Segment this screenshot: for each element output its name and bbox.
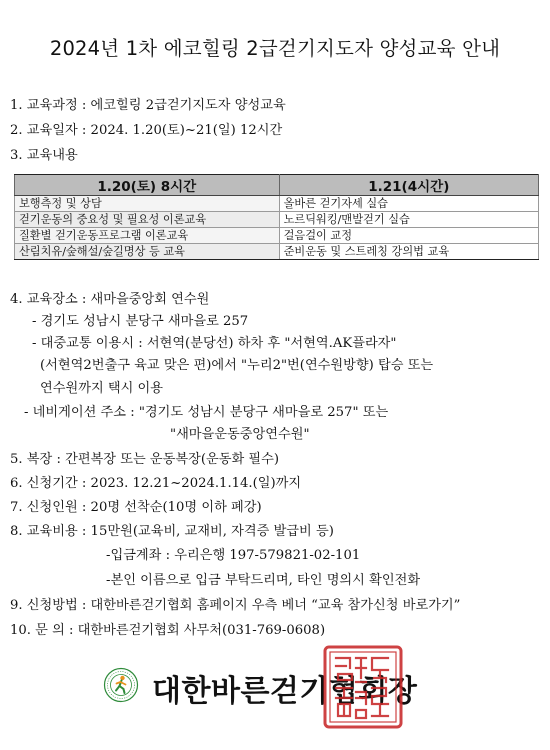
location-navi-cont: "새마을운동중앙연수원" xyxy=(170,427,310,442)
item-date: 2. 교육일자 : 2024. 1.20(토)~21(일) 12시간 xyxy=(10,123,283,138)
item-fee: 8. 교육비용 : 15만원(교육비, 교재비, 자격증 발급비 등) xyxy=(10,524,334,539)
item-capacity: 7. 신청인원 : 20명 선착순(10명 이하 폐강) xyxy=(10,500,262,515)
fee-account: -입금계좌 : 우리은행 197-579821-02-101 xyxy=(106,548,361,563)
schedule-table xyxy=(14,174,539,260)
location-transit-cont: (서현역2번출구 육교 맞은 편)에서 "누리2"번(연수원방향) 탑승 또는 xyxy=(40,358,434,373)
item-course: 1. 교육과정 : 에코힐링 2급걷기지도자 양성교육 xyxy=(10,98,286,113)
location-transit-cont: 연수원까지 택시 이용 xyxy=(40,381,164,396)
schedule-cell: 노르딕워킹/맨발걷기 실습 xyxy=(279,212,538,228)
location-address: - 경기도 성남시 분당구 새마을로 257 xyxy=(32,314,249,329)
schedule-cell: 올바른 걷기자세 실습 xyxy=(279,196,538,212)
schedule-header-row xyxy=(15,175,539,196)
table-row xyxy=(15,228,539,244)
schedule-cell: 걷기운동의 중요성 및 필요성 이론교육 xyxy=(15,212,280,228)
location-navi: - 네비게이션 주소 : "경기도 성남시 분당구 새마을로 257" 또는 xyxy=(24,405,389,420)
schedule-cell: 산림치유/숲해설/숲길명상 등 교육 xyxy=(15,244,280,260)
location-transit: - 대중교통 이용시 : 서현역(분당선) 하차 후 "서현역.AK플라자" xyxy=(32,336,397,351)
schedule-cell: 준비운동 및 스트레칭 강의법 교육 xyxy=(279,244,538,260)
table-row xyxy=(15,196,539,212)
table-row xyxy=(15,212,539,228)
official-seal-stamp-icon xyxy=(322,644,404,730)
item-dress: 5. 복장 : 간편복장 또는 운동복장(운동화 필수) xyxy=(10,452,280,467)
schedule-header-day2: 1.21(4시간) xyxy=(279,175,538,196)
item-period: 6. 신청기간 : 2023. 12.21~2024.1.14.(일)까지 xyxy=(10,476,302,491)
schedule-cell: 질환별 걷기운동프로그램 이론교육 xyxy=(15,228,280,244)
item-content-heading: 3. 교육내용 xyxy=(10,148,78,163)
table-row xyxy=(15,244,539,260)
organization-name: 대한바른걷기협회장 xyxy=(152,674,418,709)
item-method: 9. 신청방법 : 대한바른걷기협회 홈페이지 우측 베너 “교육 참가신청 바로가기” xyxy=(10,598,461,613)
fee-note: -본인 이름으로 입금 부탁드리며, 타인 명의시 확인전화 xyxy=(106,573,421,588)
item-contact: 10. 문 의 : 대한바른걷기협회 사무처(031-769-0608) xyxy=(10,623,326,638)
page-title: 2024년 1차 에코힐링 2급걷기지도자 양성교육 안내 xyxy=(49,37,501,60)
schedule-cell: 걸음걸이 교정 xyxy=(279,228,538,244)
walking-person-logo-icon xyxy=(103,667,139,703)
schedule-cell: 보행측정 및 상담 xyxy=(15,196,280,212)
item-location: 4. 교육장소 : 새마을중앙회 연수원 xyxy=(10,292,210,307)
schedule-header-day1: 1.20(토) 8시간 xyxy=(15,175,280,196)
